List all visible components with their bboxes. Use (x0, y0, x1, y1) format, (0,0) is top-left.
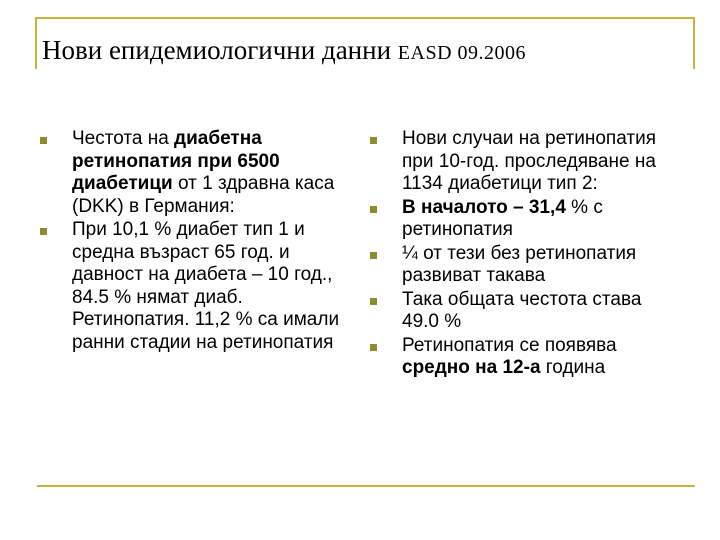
item-text-1: Честота на (72, 128, 175, 149)
item-text: Така общата честота става 49.0 % (402, 288, 642, 332)
item-text-2: от 1 здравна каса (DKK) в Германия: (72, 173, 335, 217)
bottom-rule (37, 485, 695, 487)
list-item (370, 243, 670, 288)
list-item (370, 128, 670, 196)
list-item (370, 335, 670, 380)
item-text-2: година (540, 357, 606, 378)
item-text-bold: средно на 12-а (402, 357, 541, 378)
left-bullet-list (40, 128, 350, 355)
slide-title (42, 34, 526, 69)
right-rule (693, 17, 695, 69)
item-text-bold: диабетна ретинопатия при 6500 диабетици (72, 128, 280, 194)
item-text-1: Ретинопатия се появява (402, 334, 617, 356)
left-rule (35, 17, 37, 69)
item-text-bold: В началото – 31,4 (402, 196, 566, 218)
square-bullet-icon (370, 298, 377, 305)
title-suffix: EASD 09.2006 (397, 42, 527, 64)
square-bullet-icon (40, 228, 47, 235)
square-bullet-icon (370, 137, 377, 144)
list-item (370, 197, 670, 242)
item-text: При 10,1 % диабет тип 1 и средна възраст 65 год. и давност на диабета – 10 год., 84.5 % нямат диаб. Ретинопатия. 11,2 % са имали ранни стадии на ретинопатия (72, 219, 340, 353)
right-bullet-list (370, 128, 670, 381)
square-bullet-icon (370, 344, 377, 351)
top-rule (35, 17, 695, 19)
list-item (40, 128, 350, 218)
list-item (40, 219, 350, 354)
square-bullet-icon (40, 137, 47, 144)
item-text: Нови случаи на ретинопатия при 10-год. проследяване на 1134 диабетици тип 2: (402, 128, 656, 194)
item-text: ¼ от тези без ретинопатия развиват такава (402, 242, 637, 286)
square-bullet-icon (370, 252, 377, 259)
list-item (370, 289, 670, 334)
square-bullet-icon (370, 206, 377, 213)
item-text: % с ретинопатия (402, 196, 603, 240)
title-main: Нови епидемиологични данни (42, 35, 392, 65)
